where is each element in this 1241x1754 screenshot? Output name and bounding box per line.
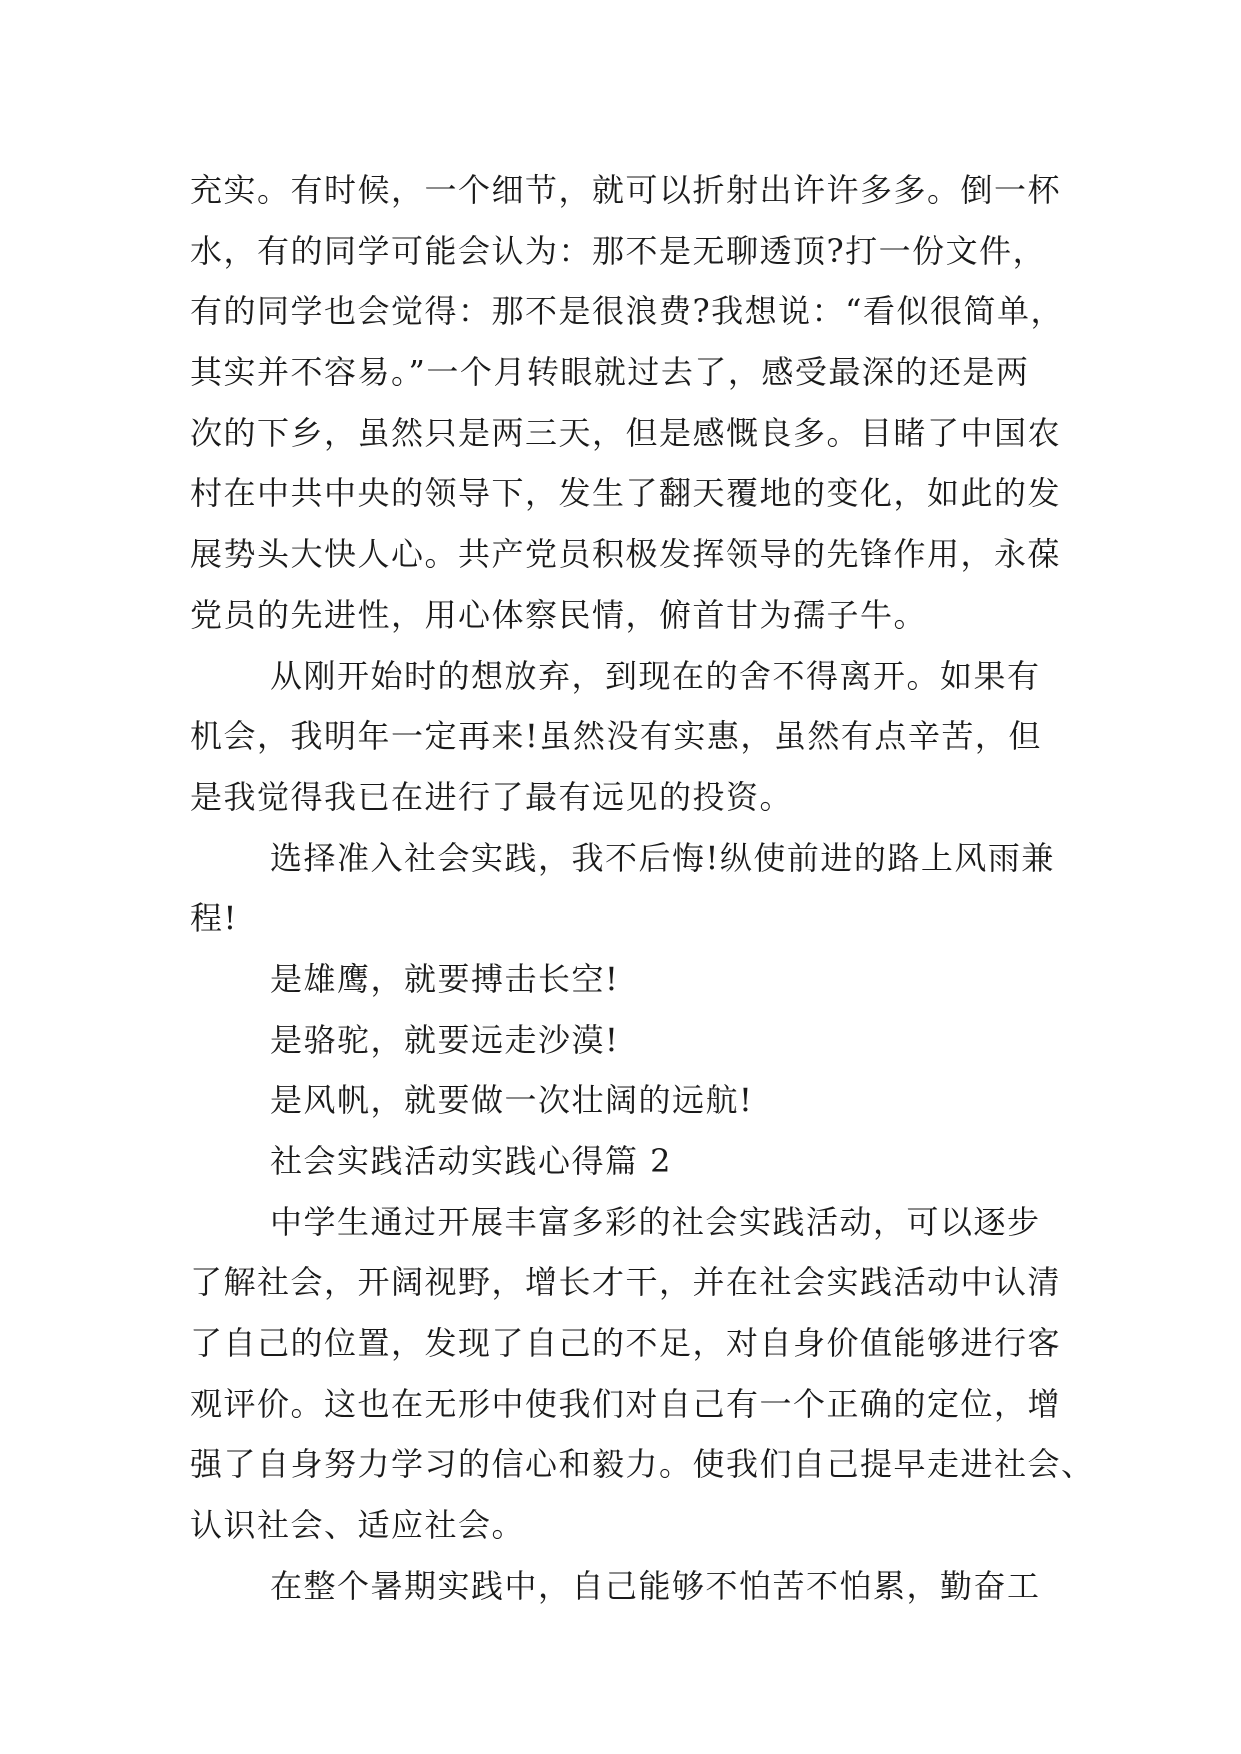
text-line: 是雄鹰，就要搏击长空!: [270, 959, 620, 998]
text-line: 程!: [190, 899, 238, 938]
text-line: 党员的先进性，用心体察民情，俯首甘为孺子牛。: [190, 595, 928, 634]
text-line: 选择准入社会实践，我不后悔!纵使前进的路上风雨兼: [270, 838, 1055, 877]
text-line: 机会，我明年一定再来!虽然没有实惠，虽然有点辛苦，但: [190, 717, 1042, 756]
text-line: 从刚开始时的想放弃，到现在的舍不得离开。如果有: [270, 656, 1041, 695]
text-line: 中学生通过开展丰富多彩的社会实践活动，可以逐步: [270, 1202, 1041, 1241]
text-line: 水，有的同学可能会认为：那不是无聊透顶?打一份文件，: [190, 231, 1047, 270]
text-line: 强了自身努力学习的信心和毅力。使我们自己提早走进社会、: [190, 1445, 1095, 1484]
text-line: 充实。有时候，一个细节，就可以折射出许许多多。倒一杯: [190, 171, 1062, 209]
text-line: 其实并不容易。”一个月转眼就过去了，感受最深的还是两: [190, 353, 1030, 392]
document-body: [190, 160, 1095, 1617]
text-line: 是骆驼，就要远走沙漠!: [270, 1020, 620, 1059]
text-line: 在整个暑期实践中，自己能够不怕苦不怕累，勤奋工: [270, 1566, 1041, 1605]
text-line: 了自己的位置，发现了自己的不足，对自身价值能够进行客: [190, 1324, 1062, 1363]
text-line: 是风帆，就要做一次壮阔的远航!: [270, 1081, 754, 1120]
text-line: 认识社会、适应社会。: [190, 1506, 526, 1545]
text-line: 次的下乡，虽然只是两三天，但是感慨良多。目睹了中国农: [190, 413, 1062, 452]
text-line: 村在中共中央的领导下，发生了翻天覆地的变化，如此的发: [190, 474, 1062, 513]
text-line: 是我觉得我已在进行了最有远见的投资。: [190, 777, 794, 816]
text-line: 社会实践活动实践心得篇 2: [270, 1142, 673, 1180]
text-line: 了解社会，开阔视野，增长才干，并在社会实践活动中认清: [190, 1263, 1062, 1302]
text-line: 有的同学也会觉得：那不是很浪费?我想说：“看似很简单，: [190, 292, 1065, 331]
text-line: 展势头大快人心。共产党员积极发挥领导的先锋作用，永葆: [190, 535, 1062, 574]
text-line: 观评价。这也在无形中使我们对自己有一个正确的定位，增: [190, 1384, 1062, 1423]
